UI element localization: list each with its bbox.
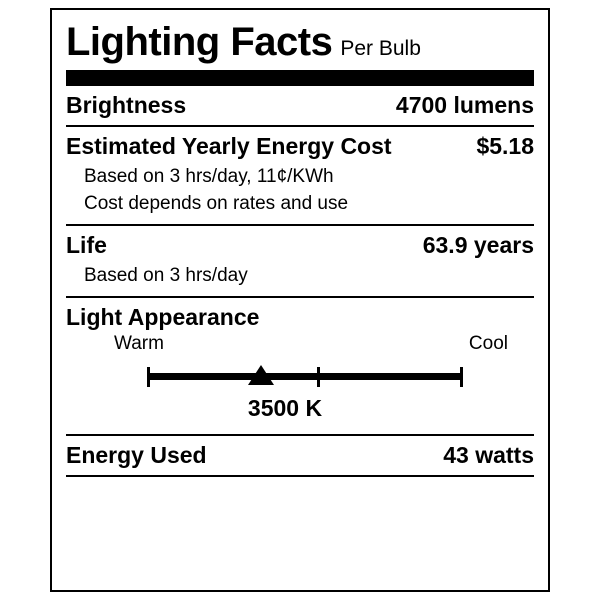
energy-cost-note-1: Based on 3 hrs/day, 11¢/KWh xyxy=(84,166,334,187)
brightness-label: Brightness xyxy=(66,92,187,118)
lighting-facts-label xyxy=(50,8,550,592)
energy-cost-value: $5.18 xyxy=(476,133,534,159)
life-value: 63.9 years xyxy=(422,232,534,258)
energy-cost-note-2: Cost depends on rates and use xyxy=(84,193,349,214)
label-footer-space xyxy=(62,477,538,537)
scale-tick-left xyxy=(147,367,150,387)
energy-used-value: 43 watts xyxy=(443,442,534,468)
appearance-scale xyxy=(62,359,538,393)
scale-max-label: Cool xyxy=(468,333,508,354)
header-bar-divider xyxy=(66,70,534,86)
scale-tick-right xyxy=(460,367,463,387)
life-label: Life xyxy=(66,232,107,258)
life-row xyxy=(62,226,538,265)
page-subtitle: Per Bulb xyxy=(340,37,421,60)
energy-cost-label: Estimated Yearly Energy Cost xyxy=(66,133,392,159)
color-temperature-value: 3500 K xyxy=(247,395,323,421)
brightness-row xyxy=(62,86,538,125)
scale-marker-triangle-icon xyxy=(248,365,274,385)
scale-min-label: Warm xyxy=(114,333,164,354)
energy-cost-section xyxy=(62,127,538,224)
energy-used-row xyxy=(62,436,538,475)
life-section xyxy=(62,226,538,296)
scale-tick-middle xyxy=(317,367,320,387)
light-appearance-section xyxy=(62,298,538,434)
label-header xyxy=(62,10,538,62)
light-appearance-label: Light Appearance xyxy=(66,304,260,330)
page-title: Lighting Facts xyxy=(66,20,333,64)
scale-bar xyxy=(147,373,463,380)
brightness-value: 4700 lumens xyxy=(395,92,534,118)
appearance-scale-labels xyxy=(62,333,538,357)
life-note: Based on 3 hrs/day xyxy=(84,265,248,286)
energy-cost-row xyxy=(62,127,538,166)
energy-used-label: Energy Used xyxy=(66,442,207,468)
